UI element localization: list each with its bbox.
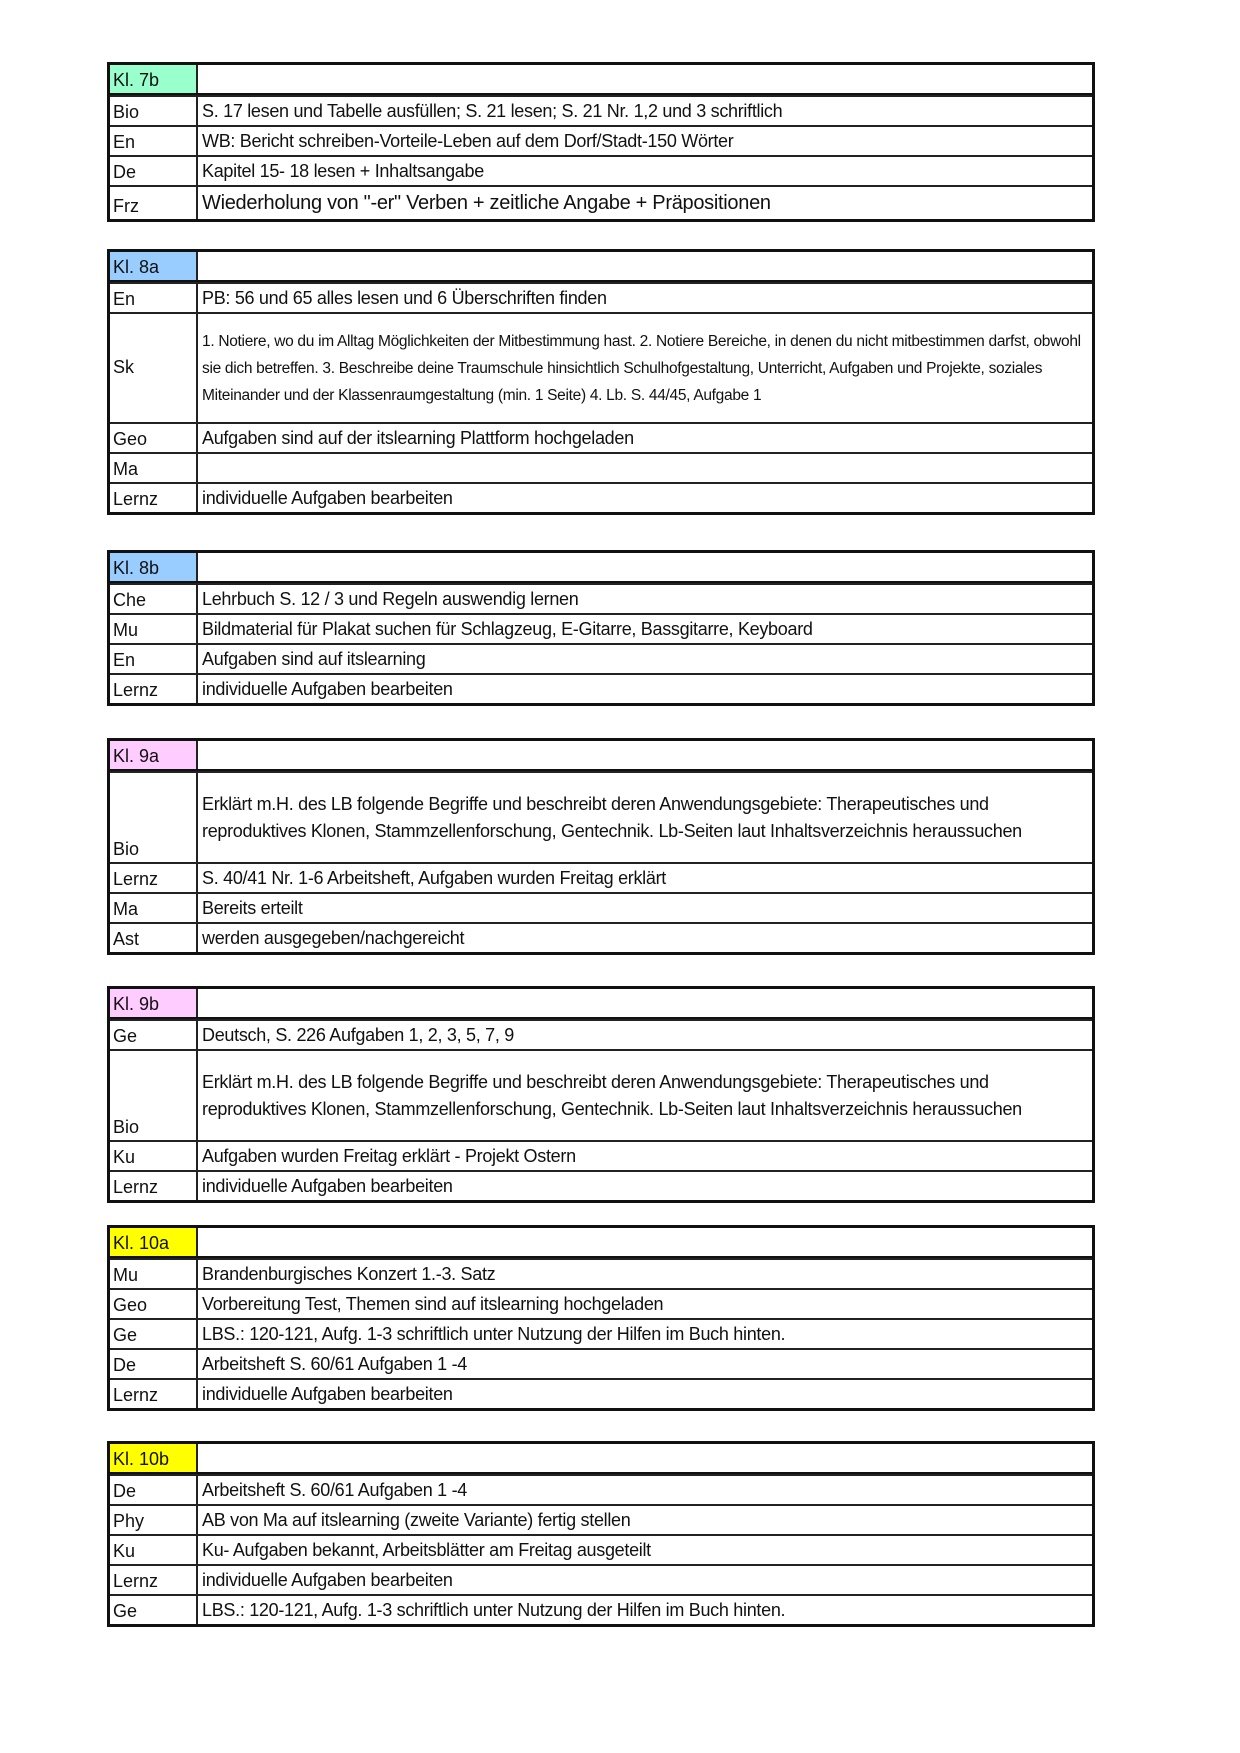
table-row [110, 482, 1092, 512]
table-row [110, 1378, 1092, 1408]
class-name: Kl. 8b [110, 553, 198, 581]
task-cell: WB: Bericht schreiben-Vorteile-Leben auf dem Dorf/Stadt-150 Wörter [202, 130, 734, 151]
task-cell: Aufgaben wurden Freitag erklärt - Projekt Ostern [202, 1145, 576, 1166]
task-cell: individuelle Aufgaben bearbeiten [202, 1569, 453, 1590]
subject-cell: Geo [110, 1290, 198, 1318]
class-table [107, 1225, 1095, 1411]
table-row [110, 155, 1092, 185]
class-header-row [110, 1228, 1092, 1258]
class-table [107, 62, 1095, 222]
subject-cell: Ku [110, 1142, 198, 1170]
class-table [107, 550, 1095, 706]
task-cell: Ku- Aufgaben bekannt, Arbeitsblätter am Freitag ausgeteilt [202, 1539, 651, 1560]
class-table [107, 249, 1095, 515]
task-cell: Aufgaben sind auf itslearning [202, 648, 426, 669]
subject-cell: Lernz [110, 1566, 198, 1594]
subject-cell: Frz [110, 187, 198, 219]
table-row [110, 185, 1092, 219]
table-row [110, 1594, 1092, 1624]
subject-cell: Lernz [110, 864, 198, 892]
table-row [110, 892, 1092, 922]
table-row [110, 1019, 1092, 1049]
table-row [110, 1049, 1092, 1140]
subject-cell: Lernz [110, 484, 198, 512]
class-header-row [110, 989, 1092, 1019]
task-cell: LBS.: 120-121, Aufg. 1-3 schriftlich unter Nutzung der Hilfen im Buch hinten. [202, 1323, 786, 1344]
subject-cell: Ge [110, 1596, 198, 1624]
subject-cell: En [110, 645, 198, 673]
task-cell: individuelle Aufgaben bearbeiten [202, 678, 453, 699]
task-cell: Kapitel 15- 18 lesen + Inhaltsangabe [202, 160, 484, 181]
table-row [110, 312, 1092, 422]
table-row [110, 1348, 1092, 1378]
subject-cell: Mu [110, 1260, 198, 1288]
table-row [110, 452, 1092, 482]
class-header-row [110, 741, 1092, 771]
task-cell: individuelle Aufgaben bearbeiten [202, 1175, 453, 1196]
table-row [110, 1170, 1092, 1200]
task-cell: AB von Ma auf itslearning (zweite Variante) fertig stellen [202, 1509, 631, 1530]
subject-cell: Bio [110, 1051, 198, 1140]
class-name: Kl. 8a [110, 252, 198, 280]
task-cell: Erklärt m.H. des LB folgende Begriffe und beschreibt deren Anwendungsgebiete: Therapeutisches und reproduktives Klonen, Stammzellenforschung, Gentechnik. Lb-Seiten laut Inhaltsverzeichnis heraussuchen [202, 1071, 1022, 1119]
subject-cell: Ge [110, 1320, 198, 1348]
class-header-empty-cell [198, 252, 1092, 280]
task-cell: Lehrbuch S. 12 / 3 und Regeln auswendig lernen [202, 588, 579, 609]
subject-cell: Lernz [110, 1172, 198, 1200]
table-row [110, 613, 1092, 643]
class-header-empty-cell [198, 741, 1092, 769]
task-cell: PB: 56 und 65 alles lesen und 6 Überschriften finden [202, 287, 607, 308]
class-name: Kl. 9a [110, 741, 198, 769]
task-cell [198, 454, 1092, 482]
table-row [110, 673, 1092, 703]
class-table [107, 1441, 1095, 1627]
table-row [110, 922, 1092, 952]
class-header-row [110, 252, 1092, 282]
table-row [110, 1564, 1092, 1594]
task-cell: Brandenburgisches Konzert 1.-3. Satz [202, 1263, 496, 1284]
task-cell: Arbeitsheft S. 60/61 Aufgaben 1 -4 [202, 1353, 467, 1374]
table-row [110, 643, 1092, 673]
task-cell: individuelle Aufgaben bearbeiten [202, 487, 453, 508]
subject-cell: Ge [110, 1021, 198, 1049]
table-row [110, 862, 1092, 892]
subject-cell: Sk [110, 314, 198, 422]
class-header-empty-cell [198, 553, 1092, 581]
table-row [110, 771, 1092, 862]
subject-cell: De [110, 1476, 198, 1504]
table-row [110, 1318, 1092, 1348]
class-header-empty-cell [198, 989, 1092, 1017]
class-header-empty-cell [198, 1228, 1092, 1256]
class-table [107, 738, 1095, 955]
task-cell: Erklärt m.H. des LB folgende Begriffe und beschreibt deren Anwendungsgebiete: Therapeutisches und reproduktives Klonen, Stammzellenforschung, Gentechnik. Lb-Seiten laut Inhaltsverzeichnis heraussuchen [202, 793, 1022, 841]
class-header-empty-cell [198, 1444, 1092, 1472]
class-name: Kl. 10a [110, 1228, 198, 1256]
table-row [110, 422, 1092, 452]
task-cell: LBS.: 120-121, Aufg. 1-3 schriftlich unter Nutzung der Hilfen im Buch hinten. [202, 1599, 786, 1620]
table-row [110, 1474, 1092, 1504]
subject-cell: Ku [110, 1536, 198, 1564]
task-cell: S. 17 lesen und Tabelle ausfüllen; S. 21 lesen; S. 21 Nr. 1,2 und 3 schriftlich [202, 100, 783, 121]
subject-cell: Ma [110, 894, 198, 922]
task-cell: Deutsch, S. 226 Aufgaben 1, 2, 3, 5, 7, 9 [202, 1024, 514, 1045]
table-row [110, 1140, 1092, 1170]
table-row [110, 1258, 1092, 1288]
subject-cell: De [110, 1350, 198, 1378]
subject-cell: Lernz [110, 675, 198, 703]
task-cell: Aufgaben sind auf der itslearning Plattform hochgeladen [202, 427, 634, 448]
subject-cell: Che [110, 585, 198, 613]
subject-cell: En [110, 127, 198, 155]
subject-cell: Ma [110, 454, 198, 482]
subject-cell: Bio [110, 97, 198, 125]
subject-cell: De [110, 157, 198, 185]
task-cell: S. 40/41 Nr. 1-6 Arbeitsheft, Aufgaben wurden Freitag erklärt [202, 867, 666, 888]
class-table [107, 986, 1095, 1203]
task-cell: 1. Notiere, wo du im Alltag Möglichkeiten der Mitbestimmung hast. 2. Notiere Bereiche, in denen du nicht mitbestimmen darfst, obwohl sie dich betreffen. 3. Beschreibe deine Traumschule hinsichtlich Schulhofgestaltung, Unterricht, Aufgaben und Projekte, soziales Miteinander und der Klassenraumgestaltung (min. 1 Seite) 4. Lb. S. 44/45, Aufgabe 1 [202, 332, 1081, 404]
class-header-row [110, 65, 1092, 95]
class-name: Kl. 7b [110, 65, 198, 93]
subject-cell: Mu [110, 615, 198, 643]
table-row [110, 583, 1092, 613]
table-row [110, 1504, 1092, 1534]
task-cell: werden ausgegeben/nachgereicht [202, 927, 465, 948]
class-header-row [110, 1444, 1092, 1474]
subject-cell: Phy [110, 1506, 198, 1534]
class-name: Kl. 9b [110, 989, 198, 1017]
task-cell: Bildmaterial für Plakat suchen für Schlagzeug, E-Gitarre, Bassgitarre, Keyboard [202, 618, 813, 639]
class-header-row [110, 553, 1092, 583]
task-cell: Arbeitsheft S. 60/61 Aufgaben 1 -4 [202, 1479, 467, 1500]
task-cell: Wiederholung von "-er" Verben + zeitliche Angabe + Präpositionen [202, 191, 771, 214]
task-cell: Bereits erteilt [202, 897, 303, 918]
subject-cell: En [110, 284, 198, 312]
class-header-empty-cell [198, 65, 1092, 93]
subject-cell: Bio [110, 773, 198, 862]
table-row [110, 1288, 1092, 1318]
subject-cell: Lernz [110, 1380, 198, 1408]
table-row [110, 95, 1092, 125]
subject-cell: Geo [110, 424, 198, 452]
table-row [110, 125, 1092, 155]
task-cell: individuelle Aufgaben bearbeiten [202, 1383, 453, 1404]
subject-cell: Ast [110, 924, 198, 952]
table-row [110, 282, 1092, 312]
class-name: Kl. 10b [110, 1444, 198, 1472]
table-row [110, 1534, 1092, 1564]
task-cell: Vorbereitung Test, Themen sind auf itslearning hochgeladen [202, 1293, 664, 1314]
